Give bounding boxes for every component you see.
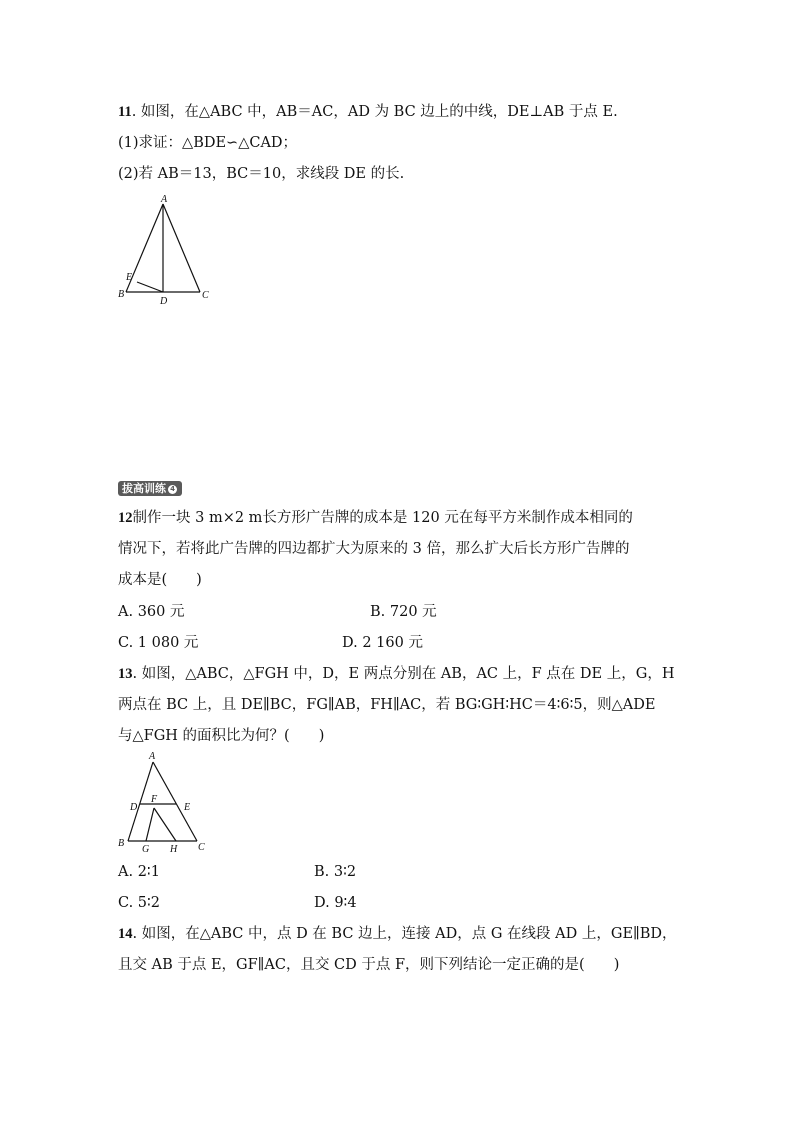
q12-option-c: C. 1 080 元: [118, 635, 199, 651]
q13-label-c: C: [198, 842, 205, 853]
q12-line3: 成本是( ): [118, 572, 202, 588]
q13-number: 13: [118, 666, 133, 682]
q11-part1: (1)求证：△BDE∽△CAD；: [118, 135, 298, 151]
q13-option-b: B. 3∶2: [314, 864, 357, 880]
q12-option-b: B. 720 元: [370, 604, 437, 620]
q13-option-c: C. 5∶2: [118, 895, 161, 911]
q13-line1-text: . 如图，△ABC，△FGH 中，D，E 两点分别在 AB，AC 上，F 点在 DE 上，G，H: [132, 666, 675, 682]
q14-line2: 且交 AB 于点 E，GF∥AC，且交 CD 于点 F，则下列结论一定正确的是( ): [118, 957, 620, 973]
q14-line1-text: . 如图，在△ABC 中，点 D 在 BC 边上，连接 AD，点 G 在线段 AD 上，GE∥BD，: [132, 926, 677, 942]
section-badge-label: 拔高训练: [122, 482, 166, 495]
q13-label-g: G: [142, 844, 150, 855]
q11-part2: (2)若 AB＝13，BC＝10，求线段 DE 的长.: [118, 166, 405, 182]
q12-option-d: D. 2 160 元: [342, 635, 423, 651]
q13-option-d: D. 9∶4: [314, 895, 357, 911]
q13-label-f: F: [151, 794, 158, 805]
q11-stem: . 如图，在△ABC 中，AB＝AC，AD 为 BC 边上的中线，DE⊥AB 于点 E.: [131, 104, 618, 120]
q11-number: 11: [118, 104, 132, 120]
q12-option-a: A. 360 元: [118, 604, 185, 620]
q14-number: 14: [118, 926, 133, 942]
q13-option-a: A. 2∶1: [118, 864, 160, 880]
q12-line1-text: 制作一块 3 m×2 m长方形广告牌的成本是 120 元在每平方米制作成本相同的: [132, 510, 633, 526]
section-badge-marker: 4: [168, 485, 177, 494]
q13-line3: 与△FGH 的面积比为何？( ): [118, 728, 325, 744]
q13-triangle-figure: [112, 748, 222, 856]
q14-line1: [118, 924, 677, 944]
q11-stem-line: [118, 102, 618, 122]
q13-label-e: E: [184, 802, 191, 813]
q11-label-e: E: [126, 272, 133, 283]
q12-number: 12: [118, 510, 133, 526]
q12-line1: [118, 508, 633, 528]
section-badge: [118, 481, 182, 496]
q11-label-d: D: [160, 296, 168, 307]
q13-label-a: A: [149, 751, 156, 762]
q11-triangle-figure: [112, 192, 222, 310]
q11-label-c: C: [202, 290, 209, 301]
q12-line2: 情况下，若将此广告牌的四边都扩大为原来的 3 倍，那么扩大后长方形广告牌的: [118, 541, 630, 557]
q13-line1: [118, 664, 674, 684]
q13-label-h: H: [170, 844, 178, 855]
q11-label-a: A: [161, 194, 168, 205]
q13-label-d: D: [130, 802, 138, 813]
q13-line2: 两点在 BC 上，且 DE∥BC，FG∥AB，FH∥AC，若 BG∶GH∶HC＝4∶6∶5，则△ADE: [118, 697, 656, 713]
q13-label-b: B: [118, 838, 125, 849]
q11-label-b: B: [118, 289, 125, 300]
